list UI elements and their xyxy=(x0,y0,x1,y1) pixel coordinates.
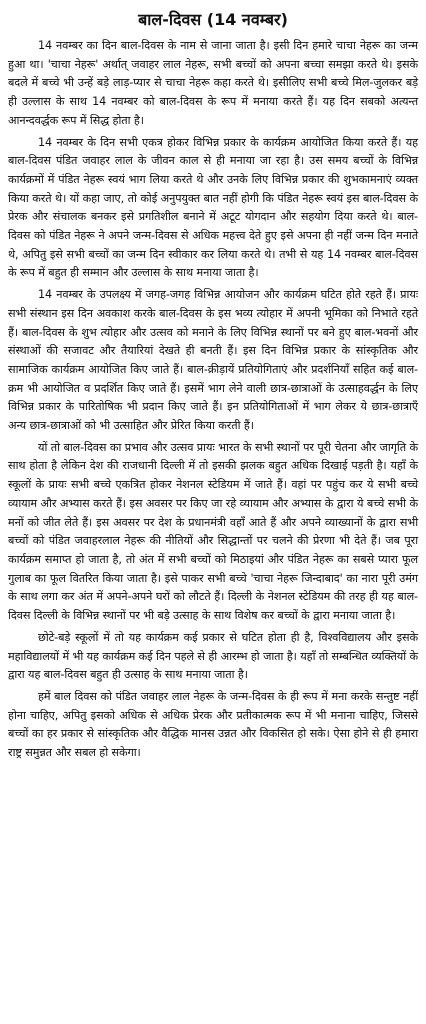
paragraph-4: यों तो बाल-दिवस का प्रभाव और उत्सव प्रायः भारत के सभी स्थानों पर पूरी चेतना और जागृति के साथ होता है लेकिन देश की राजधानी दिल्ली में तो इसकी झलक बहुत अधिक दिखाई पड़ती है। यहाँ के स्कूलों के प्रायः सभी बच्चे एकत्रित होकर नेशनल स्टेडियम में जाते हैं। वहां पर पहुंच कर ये सभी बच्चे व्यायाम और अभ्यास करते हैं। इस अवसर पर किए जा रहे व्यायाम और अभ्यास के द्वारा ये बच्चे सभी के मनों को जीत लेते हैं। इस अवसर पर देश के प्रधानमंत्री वहाँ आते हैं और अपने व्याख्यानों के द्वारा सभी बच्चों को पंडित जवाहरलाल नेहरू की नीतियों और सिद्धान्तों पर चलने की प्रेरणा भी देते हैं। जब पूरा कार्यक्रम समाप्त हो जाता है, तो अंत में सभी बच्चों को मिठाइयां और पंडित नेहरू का सबसे प्यारा फूल गुलाब का फूल वितरित किया जाता है। इसे पाकर सभी बच्चे 'चाचा नेहरू जिन्दाबाद' का नारा पूरी उमंग के साथ लगा कर अंत में अपने-अपने घरों को लौटते हैं। दिल्ली के नेशनल स्टेडियम की तरह ही यह बाल-दिवस दिल्ली के विभिन्न स्थानों पर भी बड़े उत्साह के साथ विशेष कर बच्चों के द्वारा मनाया जाता है। xyxy=(8,440,418,623)
paragraph-5: छोटे-बड़े स्कूलों में तो यह कार्यक्रम कई प्रकार से घटित होता ही है, विश्वविद्यालय और इसके महाविद्यालयों में भी यह कार्यक्रम कई दिन पहले से ही आरम्भ हो जाता है। यहाँ तो सम्बन्धित व्यक्तियों के द्वारा यह बाल-दिवस बहुत ही उत्साह के साथ मनाया जाता है। xyxy=(8,630,418,682)
paragraph-1: 14 नवम्बर का दिन बाल-दिवस के नाम से जाना जाता है। इसी दिन हमारे चाचा नेहरू का जन्म हुआ था। 'चाचा नेहरू' अर्थात् जवाहर लाल नेहरू, सभी बच्चों को अपना बच्चा समझा करते थे। इसके बदले में बच्चे भी उन्हें बड़े लाड़-प्यार से चाचा नेहरू कहा करते थे। इसीलिए सभी बच्चे मिल-जुलकर बड़े ही उल्लास के साथ 14 नवम्बर को बाल-दिवस के रूप में मनाया करते हैं। यह दिन सबको अत्यन्त आनन्दवर्द्धक रूप में सिद्ध होता है। xyxy=(8,39,418,127)
document-title: बाल-दिवस (14 नवम्बर) xyxy=(138,10,288,29)
paragraph-3: 14 नवम्बर के उपलक्ष्य में जगह-जगह विभिन्न आयोजन और कार्यक्रम घटित होते रहते हैं। प्रायः सभी संस्थान इस दिन अवकाश करके बाल-दिवस के इस भव्य त्योहार में अपनी भूमिका को निभाते रहते हैं। बाल-दिवस के शुभ त्योहार और उत्सव को मनाने के लिए विभिन्न स्थानों पर बने हुए बाल-भवनों और संस्थाओं की सजावट और तैयारियां देखते ही बनती हैं। इस दिन विभिन्न प्रकार के सांस्कृतिक और सामाजिक कार्यक्रम आयोजित किए जाते हैं। बाल-क्रीड़ायें प्रतियोगिताएं और प्रदर्शनियाँ सहित कई बाल-क्रम भी आयोजित व प्रदर्शित किए जाते हैं। इसमें भाग लेने वाली छात्र-छात्राओं के उत्साहवर्द्धन के लिए विभिन्न प्रकार के पारितोषिक भी प्रदान किए जाते हैं। इन प्रतियोगिताओं में भाग लेकर ये छात्र-छात्राएँ अन्य छात्र-छात्राओं को भी उत्साहित और प्रेरित किया करती हैं। xyxy=(8,288,418,433)
paragraph-6: हमें बाल दिवस को पंडित जवाहर लाल नेहरू के जन्म-दिवस के ही रूप में मना करके सन्तुष्ट नहीं होना चाहिए, अपितु इसको अधिक से अधिक प्रेरक और प्रतीकात्मक रूप में भी मनाना चाहिए, जिससे बच्चों का हर प्रकार से सांस्कृतिक और वैद्धिक मानस उन्नत और विकसित हो सके। ऐसा होने से ही हमारा राष्ट्र समुन्नत और सबल हो सकेगा। xyxy=(8,689,418,760)
paragraph-2: 14 नवम्बर के दिन सभी एकत्र होकर विभिन्न प्रकार के कार्यक्रम आयोजित किया करते हैं। यह बाल-दिवस पंडित जवाहर लाल के जीवन काल से ही मनाया जा रहा है। उस समय बच्चों के विभिन्न कार्यक्रमों में पंडित नेहरू स्वयं भाग लिया करते थे और उनके लिए विभिन्न प्रकार की शुभकामनाएं व्यक्त किया करते थे। यों कहा जाए, तो कोई अनुपयुक्त बात नहीं होगी कि पंडित नेहरू स्वयं इस बाल-दिवस के प्रेरक और संचालक बनकर इसे प्रगतिशील बनाने में अटूट योगदान और सहयोग दिया करते थे। बाल-दिवस को पंडित नेहरू ने अपने जन्म-दिवस से अधिक महत्त्व देते हुए इसे अपना ही नहीं जन्म दिन मनाते थे, अपितु इसे सभी बच्चों का जन्म दिन स्वीकार कर लिया करते थे। तभी से यह 14 नवम्बर बाल-दिवस के रूप में बहुत ही सम्मान और उल्लास के साथ मनाया जाता है। xyxy=(8,135,418,280)
